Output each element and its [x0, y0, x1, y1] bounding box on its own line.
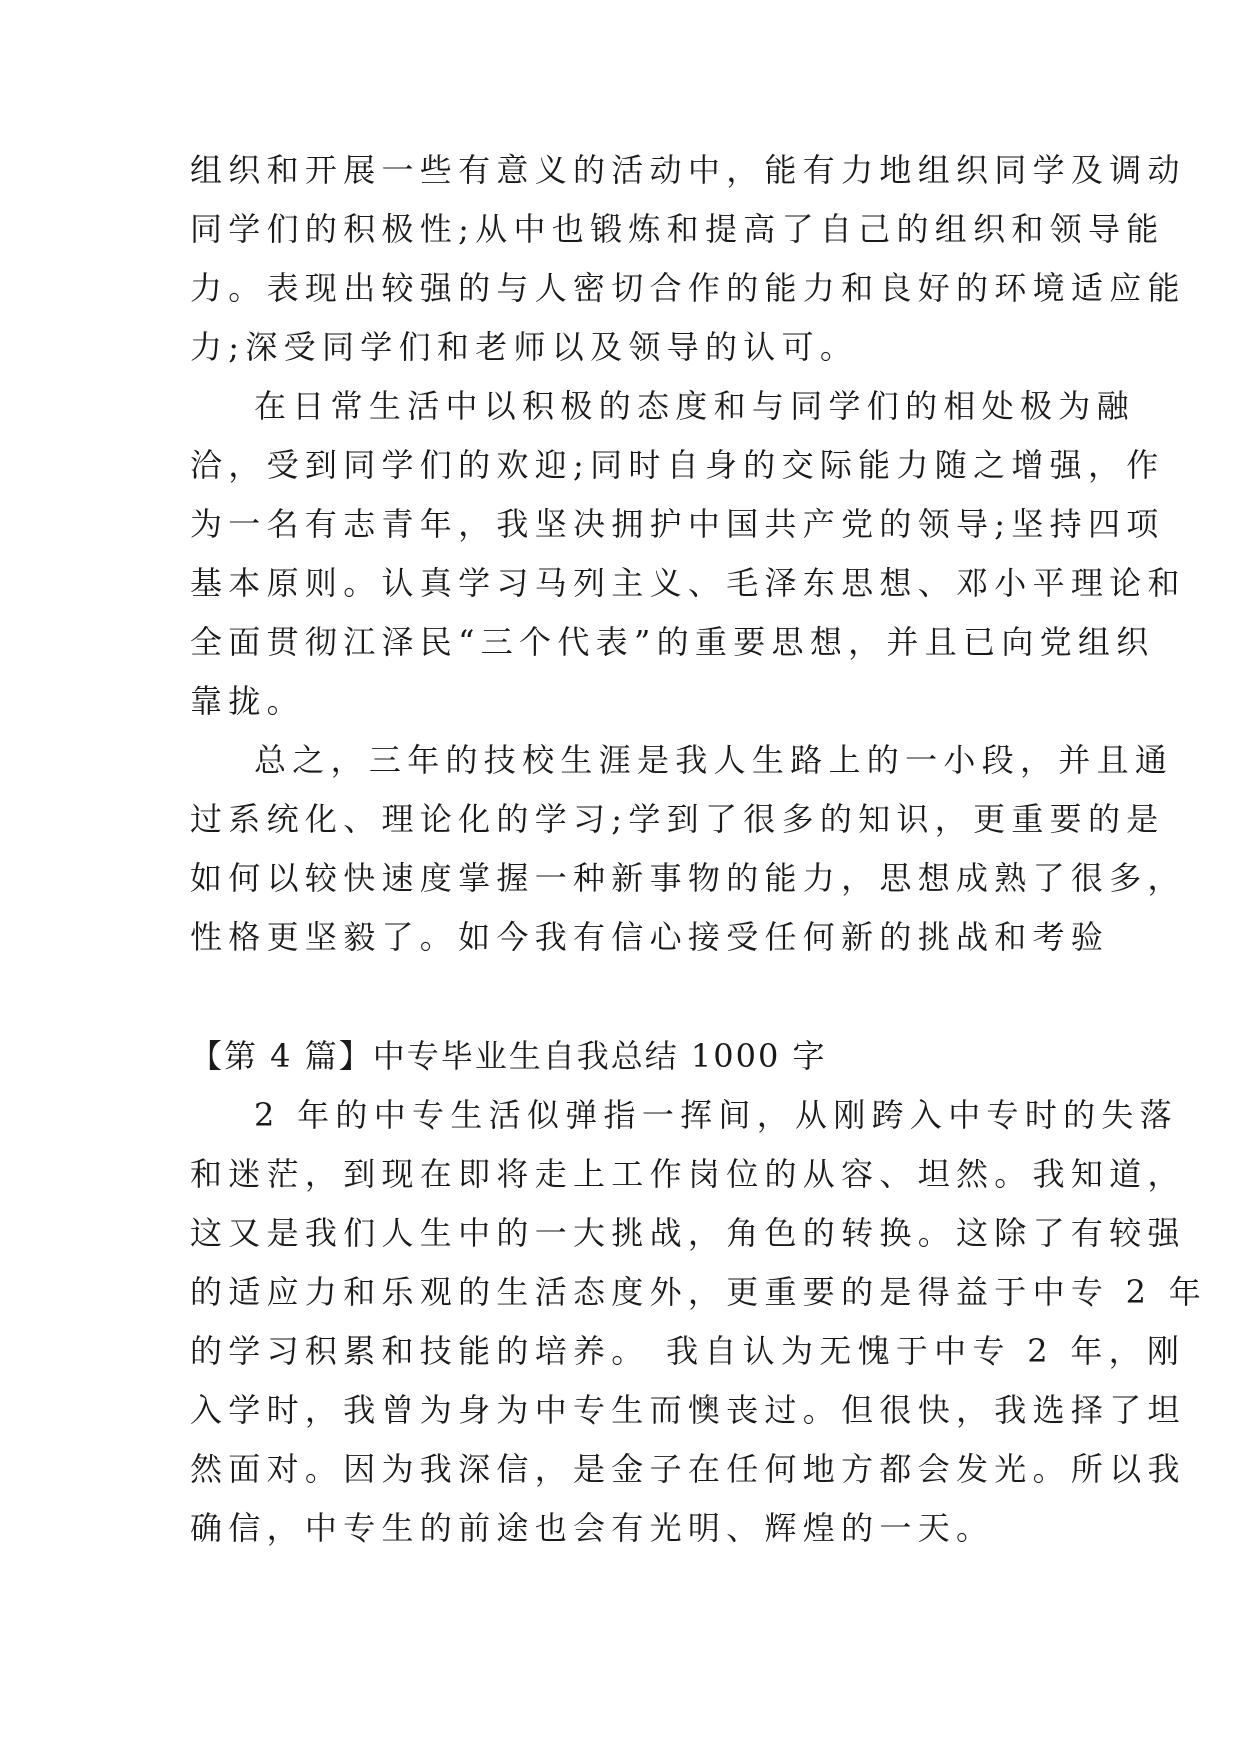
text-line: 力。表现出较强的与人密切合作的能力和良好的环境适应能: [190, 269, 1186, 307]
text-line: 和迷茫，到现在即将走上工作岗位的从容、坦然。我知道，: [190, 1155, 1186, 1193]
text-line: 同学们的积极性;从中也锻炼和提高了自己的组织和领导能: [190, 210, 1165, 248]
text-line: 全面贯彻江泽民“三个代表”的重要思想，并且已向党组织: [190, 623, 1155, 661]
text-line: 为一名有志青年，我坚决拥护中国共产党的领导;坚持四项: [190, 505, 1165, 543]
text-line: 基本原则。认真学习马列主义、毛泽东思想、邓小平理论和: [190, 564, 1186, 602]
text-line: 2 年的中专生活似弹指一挥间，从刚跨入中专时的失落: [254, 1096, 1179, 1134]
text-line: 力;深受同学们和老师以及领导的认可。: [190, 328, 859, 366]
text-line: 洽，受到同学们的欢迎;同时自身的交际能力随之增强，作: [190, 446, 1165, 484]
text-line: 入学时，我曾为身为中专生而懊丧过。但很快，我选择了坦: [190, 1391, 1186, 1429]
text-line: 靠拢。: [190, 682, 305, 720]
text-line: 总之，三年的技校生涯是我人生路上的一小段，并且通: [254, 741, 1174, 779]
text-line: 确信，中专生的前途也会有光明、辉煌的一天。: [190, 1509, 995, 1547]
text-line: 在日常生活中以积极的态度和与同学们的相处极为融: [254, 387, 1135, 425]
text-line: 然面对。因为我深信，是金子在任何地方都会发光。所以我: [190, 1450, 1186, 1488]
text-line: 的学习积累和技能的培养。 我自认为无愧于中专 2 年，刚: [190, 1332, 1186, 1370]
section-heading: 【第 4 篇】中专毕业生自我总结 1000 字: [190, 1037, 827, 1075]
text-line: 组织和开展一些有意义的活动中，能有力地组织同学及调动: [190, 151, 1186, 189]
text-line: 性格更坚毅了。如今我有信心接受任何新的挑战和考验: [190, 918, 1110, 956]
text-line: 这又是我们人生中的一大挑战，角色的转换。这除了有较强: [190, 1214, 1186, 1252]
text-line: 过系统化、理论化的学习;学到了很多的知识，更重要的是: [190, 800, 1165, 838]
text-line: 的适应力和乐观的生活态度外，更重要的是得益于中专 2 年: [190, 1273, 1208, 1311]
text-line: 如何以较快速度掌握一种新事物的能力，思想成熟了很多，: [190, 859, 1186, 897]
